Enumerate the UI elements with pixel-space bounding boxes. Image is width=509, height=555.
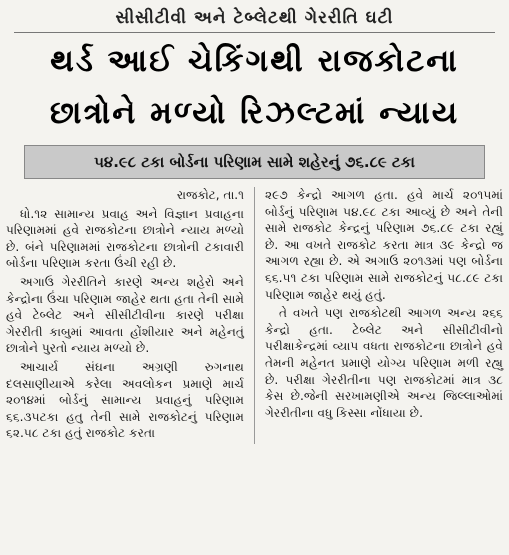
- column-divider: [254, 187, 255, 444]
- paragraph: આચાર્ય સંઘના અગ્રણી રુગનાથ દલસાણીયાએ કરેલા અવલોકન પ્રમાણે માર્ચ ૨૦૧૪માં બોર્ડનું સામાન્ય પ્રવાહનું પરિણામ ૬૬.૩૫ટકા હતુ તેની સામે રાજકોટનું પરિણામ ૬૨.૫૮ ટકા હતું રાજકોટ કરતા: [6, 359, 244, 441]
- paragraph: ૨૯૭ કેન્દ્રો આગળ હતા. હવે માર્ચ ૨૦૧૫માં બોર્ડનું પરિણામ ૫૪.૯૮ ટકા આવ્યું છે અને તેની સામે રાજકોટ કેન્દ્રનું પરિણામ ૭૬.૮૯ ટકા રહ્યું છે. આ વખતે રાજકોટ કરતા માત્ર ૩૯ કેન્દ્રો જ આગળ રહ્યા છે. એ અગાઉ ૨૦૧૩માં પણ બોર્ડના ૬૬.૫૧ ટકા પરિણામ સામે રાજકોટનું ૫૮.૮૯ ટકા પરિણામ જાહેર થયું હતું.: [265, 188, 503, 302]
- headline-line-2: છાત્રોને મળ્યો રિઝલ્ટમાં ન્યાય: [49, 95, 460, 131]
- article-body: [6, 187, 503, 444]
- paragraph: તે વખતે પણ રાજકોટથી આગળ અન્ય ૨૬૬ કેન્દ્રો હતા. ટેબ્લેટ અને સીસીટીવીનો પરીક્ષાકેન્દ્રમાં વ્યાપ વધતા રાજકોટના છાત્રોને હવે તેમની મહેનત પ્રમાણે યોગ્ય પરિણામ મળી રહ્યુ છે. પરીક્ષા ગેરરીતીના પણ રાજકોટમાં માત્ર ૩૮ કેસ છે.જેની સરખામણીએ અન્ય જિલ્લાઓમાં ગેરરીતીના વધુ કિસ્સા નોંધાયા છે.: [265, 306, 503, 420]
- kicker-divider: [14, 32, 495, 33]
- left-column: [6, 187, 244, 444]
- headline-line-1: થર્ડ આઈ ચેકિંગથી રાજકોટના: [50, 43, 459, 79]
- subheadline-box: ૫૪.૯૮ ટકા બોર્ડના પરિણામ સામે શહેરનું ૭૬.૮૯ ટકા: [24, 145, 485, 179]
- right-column: [265, 187, 503, 444]
- paragraph: ધો.૧૨ સામાન્ય પ્રવાહ અને વિજ્ઞાન પ્રવાહના પરિણામમાં હવે રાજકોટના છાત્રોને ન્યાય મળ્યો છે. બંને પરિણામમાં રાજકોટના છાત્રોની ટકાવારી બોર્ડના પરિણામ કરતા ઉંચી રહી છે.: [6, 206, 244, 271]
- kicker: સીસીટીવી અને ટેબ્લેટથી ગેરરીતિ ઘટી: [115, 8, 394, 28]
- dateline: રાજકોટ, તા.૧: [176, 188, 244, 202]
- paragraph: અગાઉ ગેરરીતિને કારણે અન્ય શહેરો અને કેન્દ્રોના ઉંચા પરિણામ જાહેર થતા હતા તેની સામે હવે ટેબ્લેટ અને સીસીટીવીના કારણે પરીક્ષા ગેરરીતી કાબુમાં આવતા હોંશીયાર અને મહેનતું છાત્રોને પુરતો ન્યાય મળ્યો છે.: [6, 274, 244, 356]
